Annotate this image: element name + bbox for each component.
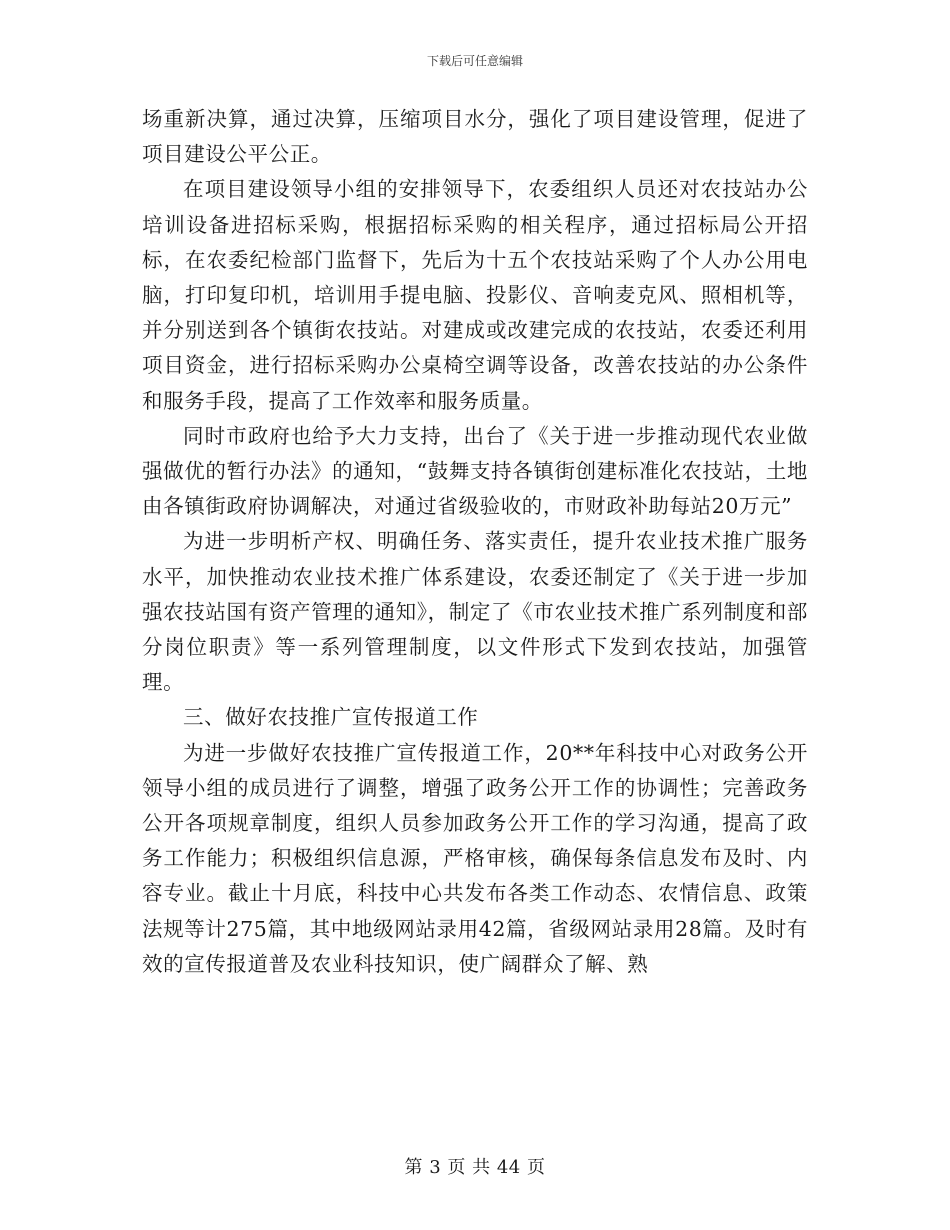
section-heading: 三、做好农技推广宣传报道工作 (183, 705, 479, 730)
page-footer: 第 3 页 共 44 页 (404, 1157, 546, 1178)
paragraph-3: 同时市政府也给予大力支持，出台了《关于进一步推动现代农业做强做优的暂行办法》的通知，“鼓舞支持各镇街创建标准化农技站，土地由各镇街政府协调解决，对通过省级验收的，市财政补助每站20万元” (142, 423, 808, 519)
page-header: 下载后可任意编辑 (426, 54, 523, 68)
paragraph-5: 为进一步做好农技推广宣传报道工作，20**年科技中心对政务公开领导小组的成员进行了调整，增强了政务公开工作的协调性；完善政务公开各项规章制度，组织人员参加政务公开工作的学习沟通，提高了政务工作能力；积极组织信息源，严格审核，确保每条信息发布及时、内容专业。截止十月底，科技中心共发布各类工作动态、农情信息、政策法规等计275篇，其中地级网站录用42篇，省级网站录用28篇。及时有效的宣传报道普及农业科技知识，使广阔群众了解、熟 (142, 740, 808, 976)
document-body (142, 102, 808, 982)
paragraph-1: 场重新决算，通过决算，压缩项目水分，强化了项目建设管理，促进了项目建设公平公正。 (142, 107, 808, 167)
paragraph-2: 在项目建设领导小组的安排领导下，农委组织人员还对农技站办公培训设备进招标采购，根据招标采购的相关程序，通过招标局公开招标，在农委纪检部门监督下，先后为十五个农技站采购了个人办公用电脑，打印复印机，培训用手提电脑、投影仪、音响麦克风、照相机等，并分别送到各个镇街农技站。对建成或改建完成的农技站，农委还利用项目资金，进行招标采购办公桌椅空调等设备，改善农技站的办公条件和服务手段，提高了工作效率和服务质量。 (142, 177, 808, 413)
paragraph-4: 为进一步明析产权、明确任务、落实责任，提升农业技术推广服务水平，加快推动农业技术推广体系建设，农委还制定了《关于进一步加强农技站国有资产管理的通知》，制定了《市农业技术推广系列制度和部分岗位职责》等一系列管理制度，以文件形式下发到农技站，加强管理。 (142, 529, 808, 695)
